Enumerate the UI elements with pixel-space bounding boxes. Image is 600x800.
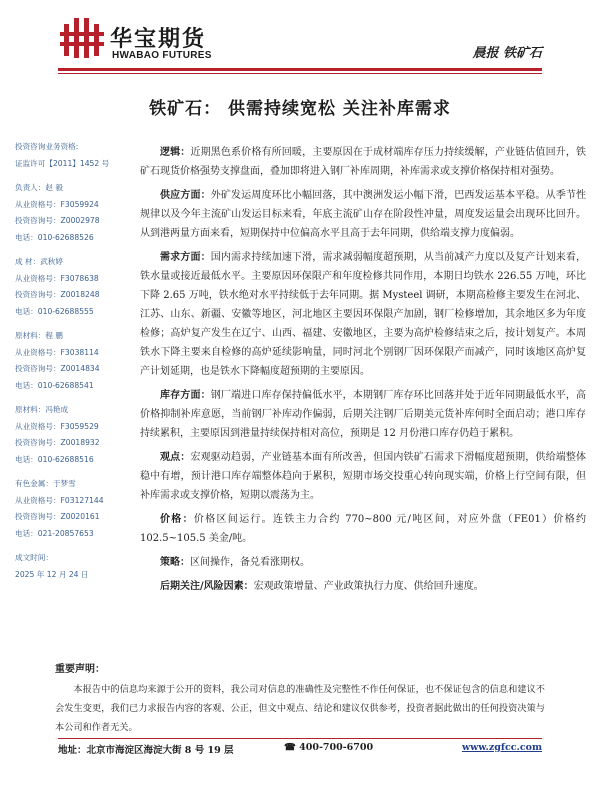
analyst-role: 成 材：武秋婷	[15, 257, 63, 266]
section-label: 供应方面：	[160, 190, 211, 201]
section-text: 国内需求持续加速下滑，需求减弱幅度超预期，从当前减产力度以及复产计划来看，铁水量或接近最低水平。主要原因环保限产和年度检修共同作用，本期日均铁水 226.55 万吨，环比下降 2.65 万吨，铁水绝对水平持续低于去年同期。据 Mysteel 调研，本期高检修主要发生在河北、江苏、山东、新疆、安徽等地区，河北地区主要因环保限产加剧，钢厂检修增加，其余地区多为年度检修；高炉复产发生在辽宁、山西、福建、安徽地区，主要为高炉检修结束之后，按计划复产。本周铁水下降主要来自检修的高炉延续影响量，同时河北个别钢厂因环保限产而减产，同时该地区高炉复产计划延期，也是铁水下降幅度超预期的主要原因。	[140, 252, 587, 377]
analyst-phone: 电话：021-20857653	[15, 528, 94, 538]
section-label: 观点：	[160, 452, 191, 463]
analyst-role: 负责人：赵 毅	[15, 183, 63, 192]
analyst-consult: 投资咨询号：Z0014834	[15, 364, 100, 373]
section-text: 钢厂端进口库存保持偏低水平，本期钢厂库存环比回落并处于近年同期最低水平，高价格抑制补库意愿，当前钢厂补库动作偏弱，后期关注钢厂后期美元货补库何时全面启动；港口库存持续累积，主要原因到港量持续保持相对高位，预期是 12 月份港口库存仍趋于累积。	[140, 390, 587, 439]
analyst-sidebar	[15, 139, 125, 583]
analyst-consult: 投资咨询号：Z0020161	[15, 512, 100, 521]
section-price	[140, 510, 586, 548]
analyst-cert: 从业资格号：F3059529	[15, 421, 99, 431]
section-label: 需求方面：	[160, 252, 211, 263]
section-label: 逻辑：	[160, 147, 191, 158]
company-logo	[58, 14, 248, 62]
section-view	[140, 448, 586, 505]
analyst-cert: 从业资格号：F03127144	[15, 495, 104, 505]
section-text: 宏观驱动趋弱，产业链基本面有所改善，但国内铁矿石需求下滑幅度超预期，供给端整体稳中有增，预计港口库存端整体趋向于累积，短期市场交投重心转向现实端，价格上行空间有限，但补库需求或支撑价格，短期以震荡为主。	[140, 452, 587, 501]
section-text: 宏观政策增量、产业政策执行力度、供给回升速度。	[253, 581, 484, 592]
section-strategy	[140, 553, 586, 572]
logo-english-name: HWABAO FUTURES	[112, 50, 212, 61]
page-title: 铁矿石： 供需持续宽松 关注补库需求	[149, 99, 451, 119]
section-logic	[140, 143, 586, 181]
analyst-role: 原材料：冯艳成	[15, 405, 69, 414]
section-label: 后期关注/风险因素：	[160, 581, 254, 592]
analyst-block	[15, 402, 125, 468]
section-label: 库存方面：	[160, 390, 211, 401]
website-link[interactable]: www.zgfcc.com	[461, 742, 542, 753]
analyst-block	[15, 254, 125, 320]
header-divider	[58, 68, 542, 71]
analyst-cert: 从业资格号：F3078638	[15, 273, 99, 283]
analyst-block	[15, 328, 125, 394]
analyst-role: 有色金属：于梦雪	[15, 479, 76, 488]
section-text: 外矿发运周度环比小幅回落，其中澳洲发运小幅下滑，巴西发运基本平稳。从季节性规律以及今年主流矿山发运目标来看，年底主流矿山存在阶段性冲量，周度发运量会出现环比回升。从到港两量方面来看，短期保持中位偏高水平且高于去年同期，供给端支撑力度偏弱。	[140, 190, 587, 239]
disclaimer-title: 重要声明：	[55, 664, 105, 675]
logo-mark-icon	[58, 14, 106, 62]
analyst-phone: 电话：010-62688516	[15, 454, 94, 464]
license-value: 证监许可【2011】1452 号	[15, 158, 110, 168]
section-text: 价格区间运行。连铁主力合约 770~800 元/吨区间，对应外盘（FE01）价格约 102.5~105.5 美金/吨。	[140, 514, 586, 544]
analyst-consult: 投资咨询号：Z0002978	[15, 216, 100, 225]
license-label: 投资咨询业务资格:	[15, 142, 79, 151]
analyst-phone: 电话：010-62688541	[15, 380, 94, 390]
analyst-role: 原材料：程 鹏	[15, 331, 63, 340]
disclaimer-text: 本报告中的信息均来源于公开的资料，我公司对信息的准确性及完整性不作任何保证，也不保证包含的信息和建议不会发生变更，我们已力求报告内容的客观、公正，但文中观点、结论和建议仅供参考，投资者据此做出的任何投资决策与本公司和作者无关。	[55, 684, 545, 733]
company-address: 地址：北京市海淀区海淀大街 8 号 19 层	[58, 745, 234, 756]
section-label: 策略：	[160, 557, 190, 568]
page-footer	[58, 742, 542, 758]
analyst-block	[15, 476, 125, 542]
section-inventory	[140, 386, 586, 443]
analyst-consult: 投资咨询号：Z0018248	[15, 290, 100, 299]
section-label: 价格：	[160, 514, 194, 525]
section-risk	[140, 577, 586, 596]
section-supply	[140, 186, 586, 243]
analyst-consult: 投资咨询号：Z0018932	[15, 438, 100, 447]
company-phone: ☎ 400-700-6700	[284, 742, 374, 753]
section-text: 近期黑色系价格有所回暖，主要原因在于成材端库存压力持续缓解，产业链估值回升，铁矿石现货价格强势支撑盘面，叠加即将进入钢厂补库周期，补库需求或支撑价格保持相对强势。	[140, 147, 587, 177]
analyst-cert: 从业资格号：F3059924	[15, 199, 99, 209]
analyst-phone: 电话：010-62688555	[15, 306, 94, 316]
header-divider-thin	[58, 73, 542, 74]
section-demand	[140, 248, 586, 381]
section-text: 区间操作，备兑看涨期权。	[190, 557, 310, 568]
footer-divider	[58, 738, 542, 739]
report-date-label: 成文时间：	[15, 553, 53, 562]
analyst-cert: 从业资格号：F3038114	[15, 347, 99, 357]
report-date-value: 2025 年 12 月 24 日	[15, 569, 89, 579]
analyst-block	[15, 180, 125, 246]
report-tag: 晨报 铁矿石	[472, 46, 542, 61]
logo-chinese-name: 华宝期货	[110, 27, 207, 52]
report-body	[140, 143, 586, 601]
analyst-phone: 电话：010-62688526	[15, 232, 94, 242]
